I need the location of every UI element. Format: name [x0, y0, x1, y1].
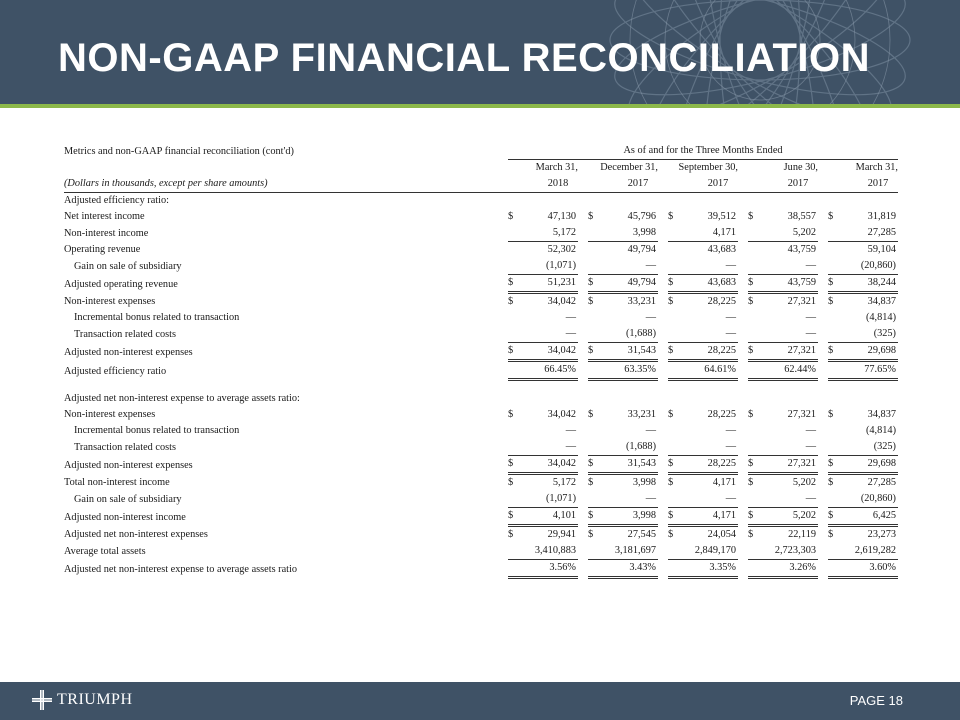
currency-blank: [748, 258, 762, 275]
row-label: Gain on sale of subsidiary: [74, 260, 182, 272]
currency-blank: [668, 560, 682, 578]
column-header-row-2: [64, 176, 898, 193]
cell-value: 3.60%: [842, 560, 898, 578]
table-row: [64, 310, 898, 326]
row-label: Adjusted net non-interest expense to average assets ratio:: [64, 393, 300, 404]
currency-blank: [828, 423, 842, 439]
table-row: [64, 209, 898, 225]
column-year: 2017: [748, 176, 818, 193]
currency-symbol: $: [508, 343, 522, 361]
cell-value: 34,837: [867, 409, 896, 420]
currency-symbol: $: [668, 296, 674, 307]
cell-value: [762, 391, 818, 407]
currency-symbol: $: [748, 477, 754, 488]
cell-value: 27,321: [787, 409, 816, 420]
page-title: NON-GAAP FINANCIAL RECONCILIATION: [58, 36, 871, 80]
column-year: 2018: [508, 176, 578, 193]
cell-value: (20,860): [842, 491, 898, 508]
cell-value: 31,543: [602, 456, 658, 474]
cell-value: 33,231: [627, 296, 656, 307]
column-header: June 30,: [783, 162, 818, 173]
cell-value: 3.35%: [682, 560, 738, 578]
currency-blank: [668, 326, 682, 343]
table-row: [64, 225, 898, 242]
cell-value: 4,171: [682, 225, 738, 242]
table-row: [64, 439, 898, 456]
currency-blank: [588, 310, 602, 326]
row-label: Adjusted operating revenue: [64, 278, 178, 290]
currency-blank: [588, 423, 602, 439]
currency-symbol: $: [508, 211, 514, 222]
currency-symbol: $: [588, 529, 594, 540]
cell-value: 5,202: [762, 508, 818, 526]
currency-symbol: $: [748, 343, 762, 361]
cell-value: —: [682, 439, 738, 456]
currency-blank: [748, 242, 762, 259]
currency-blank: [588, 361, 602, 380]
currency-symbol: $: [588, 409, 594, 420]
table-row: [64, 193, 898, 210]
cell-value: 43,759: [762, 275, 818, 293]
currency-symbol: $: [508, 275, 522, 293]
currency-blank: [748, 423, 762, 439]
cell-value: 31,819: [867, 211, 896, 222]
cell-value: 77.65%: [842, 361, 898, 380]
cell-value: (325): [842, 326, 898, 343]
cell-value: 4,171: [712, 477, 736, 488]
cell-value: —: [602, 491, 658, 508]
currency-symbol: $: [828, 409, 834, 420]
currency-blank: [828, 258, 842, 275]
cell-value: 3.26%: [762, 560, 818, 578]
column-year: 2017: [588, 176, 658, 193]
cell-value: 43,683: [707, 244, 736, 255]
row-label: Adjusted non-interest expenses: [64, 346, 193, 358]
currency-symbol: $: [828, 275, 842, 293]
cell-value: —: [805, 425, 816, 436]
currency-blank: [588, 193, 602, 210]
table-row: [64, 560, 898, 578]
currency-symbol: $: [588, 508, 602, 526]
cell-value: 49,794: [602, 275, 658, 293]
currency-symbol: $: [588, 211, 594, 222]
cell-value: (325): [842, 439, 898, 456]
currency-blank: [588, 258, 602, 275]
cell-value: 64.61%: [682, 361, 738, 380]
currency-blank: [828, 543, 842, 560]
cell-value: (4,814): [865, 312, 896, 323]
currency-symbol: $: [668, 529, 674, 540]
cell-value: 28,225: [682, 456, 738, 474]
cell-value: [602, 391, 658, 407]
logo-text: TRIUMPH: [57, 691, 133, 708]
currency-blank: [508, 560, 522, 578]
cell-value: —: [682, 491, 738, 508]
cell-value: 27,321: [762, 343, 818, 361]
currency-symbol: $: [748, 456, 762, 474]
currency-symbol: $: [748, 529, 754, 540]
currency-symbol: $: [508, 296, 514, 307]
currency-symbol: $: [828, 343, 842, 361]
currency-blank: [828, 391, 842, 407]
cell-value: 3.56%: [522, 560, 578, 578]
cell-value: 52,302: [547, 244, 576, 255]
cell-value: 34,042: [547, 296, 576, 307]
cell-value: —: [602, 258, 658, 275]
currency-blank: [748, 193, 762, 210]
table-row: [64, 508, 898, 526]
cell-value: [842, 193, 898, 210]
currency-symbol: $: [828, 296, 834, 307]
currency-blank: [508, 543, 522, 560]
currency-blank: [668, 439, 682, 456]
currency-symbol: $: [668, 508, 682, 526]
cell-value: 3,998: [632, 477, 656, 488]
row-label: Net interest income: [64, 211, 145, 222]
currency-blank: [508, 439, 522, 456]
cell-value: [682, 193, 738, 210]
currency-blank: [588, 225, 602, 242]
company-logo: [32, 690, 133, 710]
table-row: [64, 258, 898, 275]
cell-value: 4,101: [522, 508, 578, 526]
cell-value: 27,321: [787, 296, 816, 307]
currency-blank: [828, 361, 842, 380]
table-row: [64, 361, 898, 380]
table-row: [64, 275, 898, 293]
cell-value: 23,273: [867, 529, 896, 540]
currency-blank: [588, 560, 602, 578]
cell-value: 28,225: [707, 296, 736, 307]
cell-value: 4,171: [682, 508, 738, 526]
cell-value: 6,425: [842, 508, 898, 526]
cell-value: —: [762, 326, 818, 343]
table-title: Metrics and non-GAAP financial reconciliation (cont'd): [64, 145, 294, 157]
currency-symbol: $: [588, 275, 602, 293]
cell-value: 3,998: [602, 225, 658, 242]
row-label: Transaction related costs: [74, 441, 176, 453]
cell-value: 28,225: [707, 409, 736, 420]
currency-blank: [748, 491, 762, 508]
cell-value: —: [762, 258, 818, 275]
cell-value: —: [645, 425, 656, 436]
currency-blank: [748, 391, 762, 407]
currency-symbol: $: [828, 529, 834, 540]
currency-blank: [668, 310, 682, 326]
cell-value: 43,759: [787, 244, 816, 255]
currency-symbol: $: [828, 508, 842, 526]
currency-blank: [508, 310, 522, 326]
cell-value: —: [762, 491, 818, 508]
cell-value: 34,837: [867, 296, 896, 307]
cell-value: —: [725, 312, 736, 323]
slide-footer: [0, 682, 960, 720]
currency-blank: [748, 326, 762, 343]
currency-blank: [828, 439, 842, 456]
currency-symbol: $: [668, 343, 682, 361]
cell-value: 3,410,883: [522, 543, 578, 560]
cell-value: 34,042: [547, 409, 576, 420]
cell-value: (1,688): [602, 439, 658, 456]
cell-value: [522, 193, 578, 210]
currency-blank: [748, 439, 762, 456]
cell-value: —: [565, 425, 576, 436]
cell-value: 47,130: [547, 211, 576, 222]
cell-value: (20,860): [842, 258, 898, 275]
cell-value: 29,698: [842, 456, 898, 474]
cell-value: —: [725, 425, 736, 436]
cell-value: 51,231: [522, 275, 578, 293]
cell-value: 38,244: [842, 275, 898, 293]
currency-symbol: $: [748, 409, 754, 420]
cell-value: —: [645, 312, 656, 323]
cell-value: 2,723,303: [762, 543, 818, 560]
row-label: Non-interest expenses: [64, 296, 156, 307]
row-label: Average total assets: [64, 545, 146, 557]
currency-blank: [668, 543, 682, 560]
row-label: Transaction related costs: [74, 328, 176, 340]
column-group-header: As of and for the Three Months Ended: [508, 143, 898, 160]
table-row: [64, 391, 898, 407]
spacer-row: [64, 380, 898, 392]
cell-value: 3.43%: [602, 560, 658, 578]
currency-blank: [668, 242, 682, 259]
currency-blank: [588, 242, 602, 259]
column-header: March 31,: [855, 162, 898, 173]
table-row: [64, 407, 898, 423]
row-label: Adjusted non-interest income: [64, 511, 186, 523]
currency-blank: [588, 491, 602, 508]
row-label: Adjusted net non-interest expense to average assets ratio: [64, 563, 298, 575]
currency-blank: [508, 193, 522, 210]
reconciliation-table-container: [64, 143, 898, 579]
cell-value: 63.35%: [602, 361, 658, 380]
cell-value: 28,225: [682, 343, 738, 361]
cross-logo-icon: [32, 690, 52, 710]
cell-value: 38,557: [787, 211, 816, 222]
cell-value: [522, 391, 578, 407]
cell-value: 34,042: [522, 456, 578, 474]
cell-value: 31,543: [602, 343, 658, 361]
currency-blank: [508, 361, 522, 380]
currency-blank: [508, 258, 522, 275]
cell-value: [682, 391, 738, 407]
currency-blank: [668, 225, 682, 242]
currency-symbol: $: [508, 529, 514, 540]
currency-symbol: $: [668, 409, 674, 420]
currency-blank: [508, 491, 522, 508]
cell-value: —: [682, 258, 738, 275]
cell-value: (4,814): [865, 425, 896, 436]
column-header: December 31,: [600, 162, 658, 173]
currency-symbol: $: [508, 508, 522, 526]
row-label: Adjusted non-interest expenses: [64, 459, 193, 471]
cell-value: [602, 193, 658, 210]
cell-value: —: [682, 326, 738, 343]
currency-blank: [508, 242, 522, 259]
table-row: [64, 474, 898, 492]
currency-blank: [748, 310, 762, 326]
currency-blank: [668, 193, 682, 210]
cell-value: 27,321: [762, 456, 818, 474]
currency-blank: [588, 326, 602, 343]
row-label: Incremental bonus related to transaction: [74, 425, 240, 436]
currency-blank: [828, 225, 842, 242]
cell-value: —: [805, 312, 816, 323]
currency-blank: [508, 423, 522, 439]
table-row: [64, 326, 898, 343]
row-label: Incremental bonus related to transaction: [74, 312, 240, 323]
row-label: Non-interest income: [64, 227, 149, 239]
row-label: Total non-interest income: [64, 477, 170, 488]
cell-value: —: [565, 312, 576, 323]
cell-value: —: [522, 439, 578, 456]
currency-blank: [828, 491, 842, 508]
header-accent-bar: [0, 104, 960, 108]
column-header: March 31,: [535, 162, 578, 173]
units-caption: (Dollars in thousands, except per share amounts): [64, 176, 498, 193]
row-label: Operating revenue: [64, 244, 141, 255]
currency-blank: [508, 391, 522, 407]
currency-blank: [748, 361, 762, 380]
cell-value: 39,512: [707, 211, 736, 222]
row-label: Adjusted efficiency ratio: [64, 365, 167, 377]
table-row: [64, 526, 898, 544]
cell-value: 33,231: [627, 409, 656, 420]
cell-value: 29,941: [547, 529, 576, 540]
currency-symbol: $: [828, 456, 842, 474]
currency-symbol: $: [828, 477, 834, 488]
page-number: PAGE 18: [849, 693, 903, 708]
currency-blank: [828, 326, 842, 343]
cell-value: 45,796: [627, 211, 656, 222]
row-label: Adjusted net non-interest expenses: [64, 529, 208, 540]
currency-blank: [588, 391, 602, 407]
currency-blank: [828, 560, 842, 578]
row-label: Adjusted efficiency ratio:: [64, 195, 170, 206]
cell-value: 27,545: [627, 529, 656, 540]
currency-blank: [828, 242, 842, 259]
currency-symbol: $: [748, 296, 754, 307]
currency-symbol: $: [508, 409, 514, 420]
table-row: [64, 242, 898, 259]
cell-value: 49,794: [627, 244, 656, 255]
currency-symbol: $: [508, 477, 514, 488]
slide-header: [0, 0, 960, 104]
currency-blank: [508, 326, 522, 343]
cell-value: 34,042: [522, 343, 578, 361]
currency-symbol: $: [588, 477, 594, 488]
cell-value: 3,181,697: [602, 543, 658, 560]
row-label: Non-interest expenses: [64, 409, 156, 420]
currency-symbol: $: [588, 343, 602, 361]
currency-blank: [668, 258, 682, 275]
currency-blank: [668, 361, 682, 380]
cell-value: 62.44%: [762, 361, 818, 380]
cell-value: 5,202: [792, 477, 816, 488]
cell-value: (1,688): [602, 326, 658, 343]
cell-value: 59,104: [867, 244, 896, 255]
cell-value: 27,285: [867, 477, 896, 488]
cell-value: 2,619,282: [842, 543, 898, 560]
column-header: September 30,: [678, 162, 738, 173]
cell-value: —: [762, 439, 818, 456]
cell-value: 66.45%: [522, 361, 578, 380]
currency-symbol: $: [668, 477, 674, 488]
currency-symbol: $: [668, 275, 682, 293]
table-row: [64, 543, 898, 560]
column-year: 2017: [668, 176, 738, 193]
table-row: [64, 456, 898, 474]
table-row: [64, 293, 898, 311]
cell-value: 2,849,170: [682, 543, 738, 560]
cell-value: 5,202: [762, 225, 818, 242]
currency-symbol: $: [828, 211, 834, 222]
cell-value: [842, 391, 898, 407]
currency-symbol: $: [668, 456, 682, 474]
cell-value: (1,071): [522, 491, 578, 508]
currency-symbol: $: [748, 275, 762, 293]
currency-symbol: $: [748, 211, 754, 222]
currency-blank: [748, 560, 762, 578]
currency-blank: [668, 491, 682, 508]
cell-value: 43,683: [682, 275, 738, 293]
cell-value: [762, 193, 818, 210]
currency-blank: [748, 225, 762, 242]
currency-blank: [508, 225, 522, 242]
cell-value: (1,071): [522, 258, 578, 275]
cell-value: 22,119: [788, 529, 816, 540]
currency-blank: [828, 310, 842, 326]
table-title-row: [64, 143, 898, 160]
cell-value: 29,698: [842, 343, 898, 361]
currency-blank: [588, 543, 602, 560]
table-row: [64, 343, 898, 361]
currency-blank: [748, 543, 762, 560]
currency-blank: [668, 391, 682, 407]
cell-value: 3,998: [602, 508, 658, 526]
cell-value: 5,172: [522, 225, 578, 242]
row-label: Gain on sale of subsidiary: [74, 493, 182, 505]
cell-value: —: [522, 326, 578, 343]
cell-value: 27,285: [842, 225, 898, 242]
currency-blank: [668, 423, 682, 439]
cell-value: 5,172: [552, 477, 576, 488]
column-year: 2017: [828, 176, 898, 193]
currency-blank: [588, 439, 602, 456]
cell-value: 24,054: [707, 529, 736, 540]
currency-symbol: $: [508, 456, 522, 474]
currency-blank: [828, 193, 842, 210]
table-row: [64, 423, 898, 439]
currency-symbol: $: [588, 296, 594, 307]
column-header-row-1: [64, 160, 898, 177]
currency-symbol: $: [668, 211, 674, 222]
table-row: [64, 491, 898, 508]
currency-symbol: $: [748, 508, 762, 526]
reconciliation-table: [64, 143, 898, 579]
currency-symbol: $: [588, 456, 602, 474]
